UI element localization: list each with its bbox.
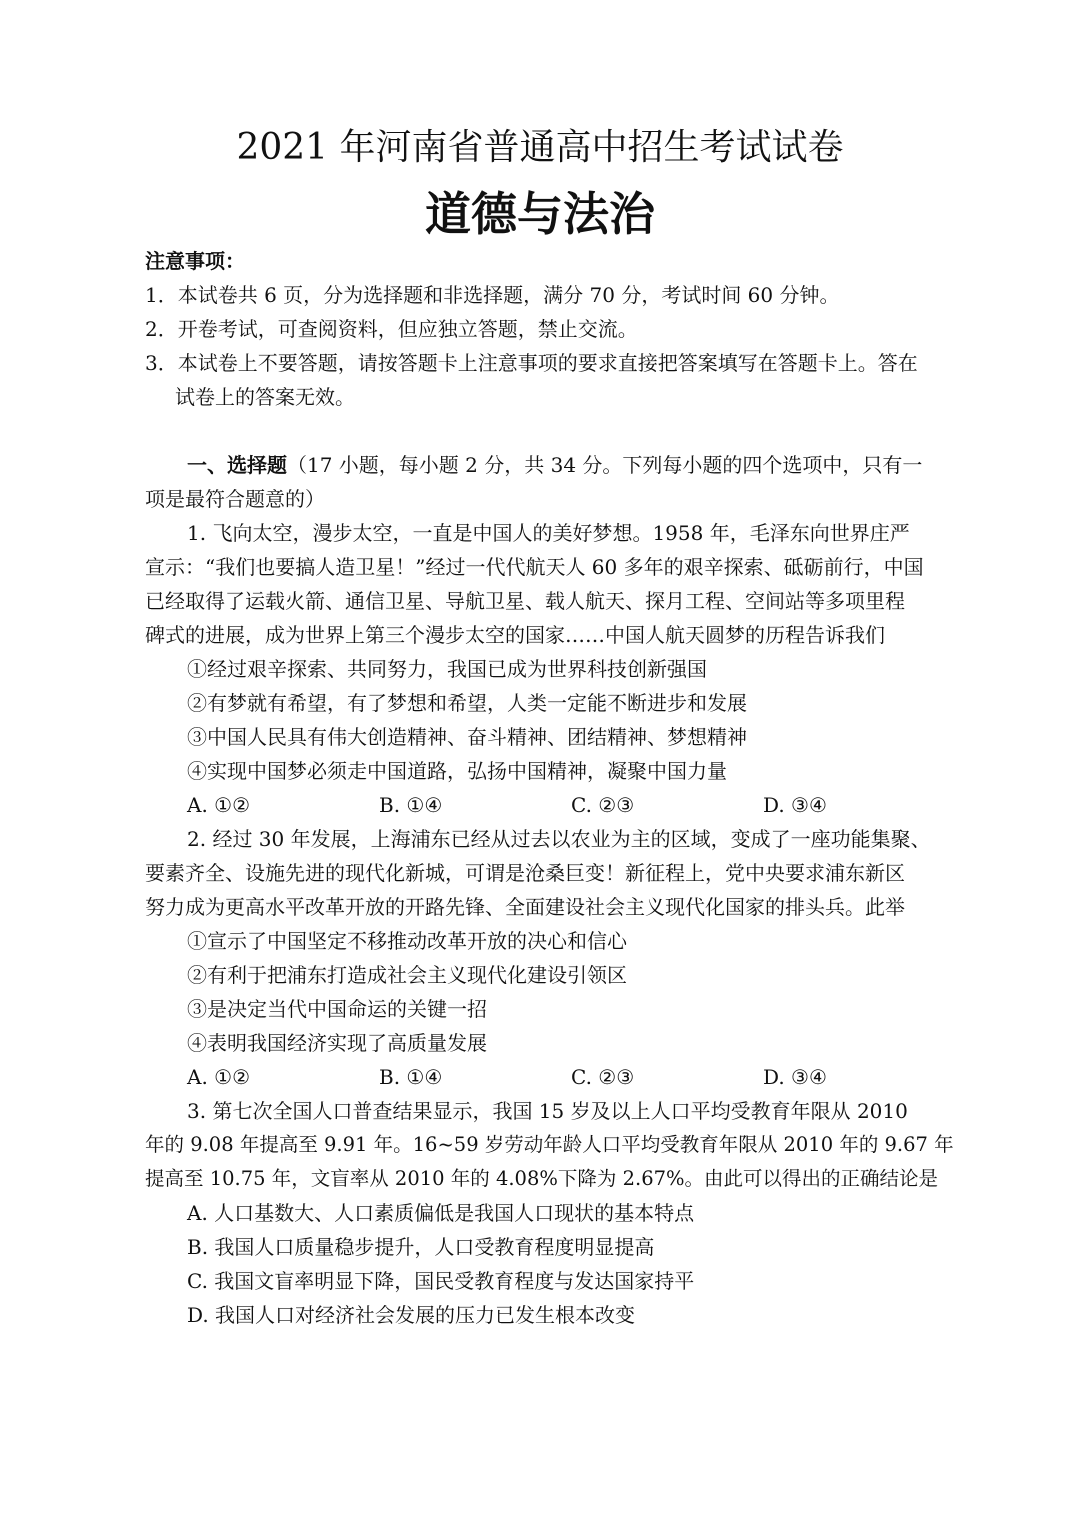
question-stem-line: 宣示：“我们也要搞人造卫星！”经过一代代航天人 60 多年的艰辛探索、砥砺前行，中国 — [145, 555, 924, 579]
statement: ①宣示了中国坚定不移推动改革开放的决心和信心 — [187, 929, 627, 953]
option-c: C. 我国文盲率明显下降，国民受教育程度与发达国家持平 — [187, 1269, 695, 1293]
option-a: A. ①② — [187, 1065, 251, 1089]
statement: ③是决定当代中国命运的关键一招 — [187, 997, 487, 1021]
option-a: A. 人口基数大、人口素质偏低是我国人口现状的基本特点 — [187, 1201, 695, 1225]
statement: ③中国人民具有伟大创造精神、奋斗精神、团结精神、梦想精神 — [187, 725, 747, 749]
option-d: D. ③④ — [763, 1065, 827, 1089]
question-stem-line: 年的 9.08 年提高至 9.91 年。16~59 岁劳动年龄人口平均受教育年限从 2010 年的 9.67 年 — [145, 1133, 954, 1156]
option-a: A. ①② — [187, 793, 251, 817]
notice-item: 2．开卷考试，可查阅资料，但应独立答题，禁止交流。 — [145, 317, 638, 341]
statement: ④表明我国经济实现了高质量发展 — [187, 1031, 487, 1055]
question-stem-line: 碑式的进展，成为世界上第三个漫步太空的国家……中国人航天圆梦的历程告诉我们 — [145, 623, 885, 647]
section-description-continued: 项是最符合题意的） — [145, 487, 325, 511]
question-stem-line: 2. 经过 30 年发展，上海浦东已经从过去以农业为主的区域，变成了一座功能集聚、 — [187, 827, 931, 851]
subject-title: 道德与法治 — [425, 187, 655, 241]
exam-body — [145, 244, 955, 1332]
option-b: B. 我国人口质量稳步提升，人口受教育程度明显提高 — [187, 1235, 655, 1259]
question-stem-line: 提高至 10.75 年，文盲率从 2010 年的 4.08%下降为 2.67%。由此可以得出的正确结论是 — [145, 1167, 939, 1190]
notice-heading: 注意事项： — [145, 249, 245, 273]
question-stem-line: 已经取得了运载火箭、通信卫星、导航卫星、载人航天、探月工程、空间站等多项里程 — [145, 589, 905, 613]
answer-options — [145, 1060, 955, 1094]
answer-options — [145, 788, 955, 822]
section-description: （17 小题，每小题 2 分，共 34 分。下列每小题的四个选项中，只有一 — [287, 453, 923, 477]
question-stem-line: 3. 第七次全国人口普查结果显示，我国 15 岁及以上人口平均受教育年限从 2010 — [187, 1099, 908, 1123]
question-stem-line: 努力成为更高水平改革开放的开路先锋、全面建设社会主义现代化国家的排头兵。此举 — [145, 895, 905, 919]
section-heading — [145, 448, 955, 482]
statement: ④实现中国梦必须走中国道路，弘扬中国精神，凝聚中国力量 — [187, 759, 727, 783]
statement: ①经过艰辛探索、共同努力，我国已成为世界科技创新强国 — [187, 657, 707, 681]
statement: ②有梦就有希望，有了梦想和希望，人类一定能不断进步和发展 — [187, 691, 747, 715]
question-stem-line: 要素齐全、设施先进的现代化新城，可谓是沧桑巨变！新征程上，党中央要求浦东新区 — [145, 861, 905, 885]
option-d: D. ③④ — [763, 793, 827, 817]
statement: ②有利于把浦东打造成社会主义现代化建设引领区 — [187, 963, 627, 987]
option-c: C. ②③ — [571, 1065, 635, 1089]
question-stem-line: 1. 飞向太空，漫步太空，一直是中国人的美好梦想。1958 年，毛泽东向世界庄严 — [187, 521, 910, 545]
notice-item: 3．本试卷上不要答题，请按答题卡上注意事项的要求直接把答案填写在答题卡上。答在 — [145, 351, 918, 375]
notice-item-continued: 试卷上的答案无效。 — [175, 385, 355, 409]
notice-item: 1．本试卷共 6 页，分为选择题和非选择题，满分 70 分，考试时间 60 分钟。 — [145, 283, 840, 307]
option-c: C. ②③ — [571, 793, 635, 817]
option-d: D. 我国人口对经济社会发展的压力已发生根本改变 — [187, 1303, 636, 1327]
section-title: 一、选择题 — [187, 453, 287, 477]
option-b: B. ①④ — [379, 793, 443, 817]
option-b: B. ①④ — [379, 1065, 443, 1089]
exam-title: 2021 年河南省普通高中招生考试试卷 — [236, 127, 844, 168]
